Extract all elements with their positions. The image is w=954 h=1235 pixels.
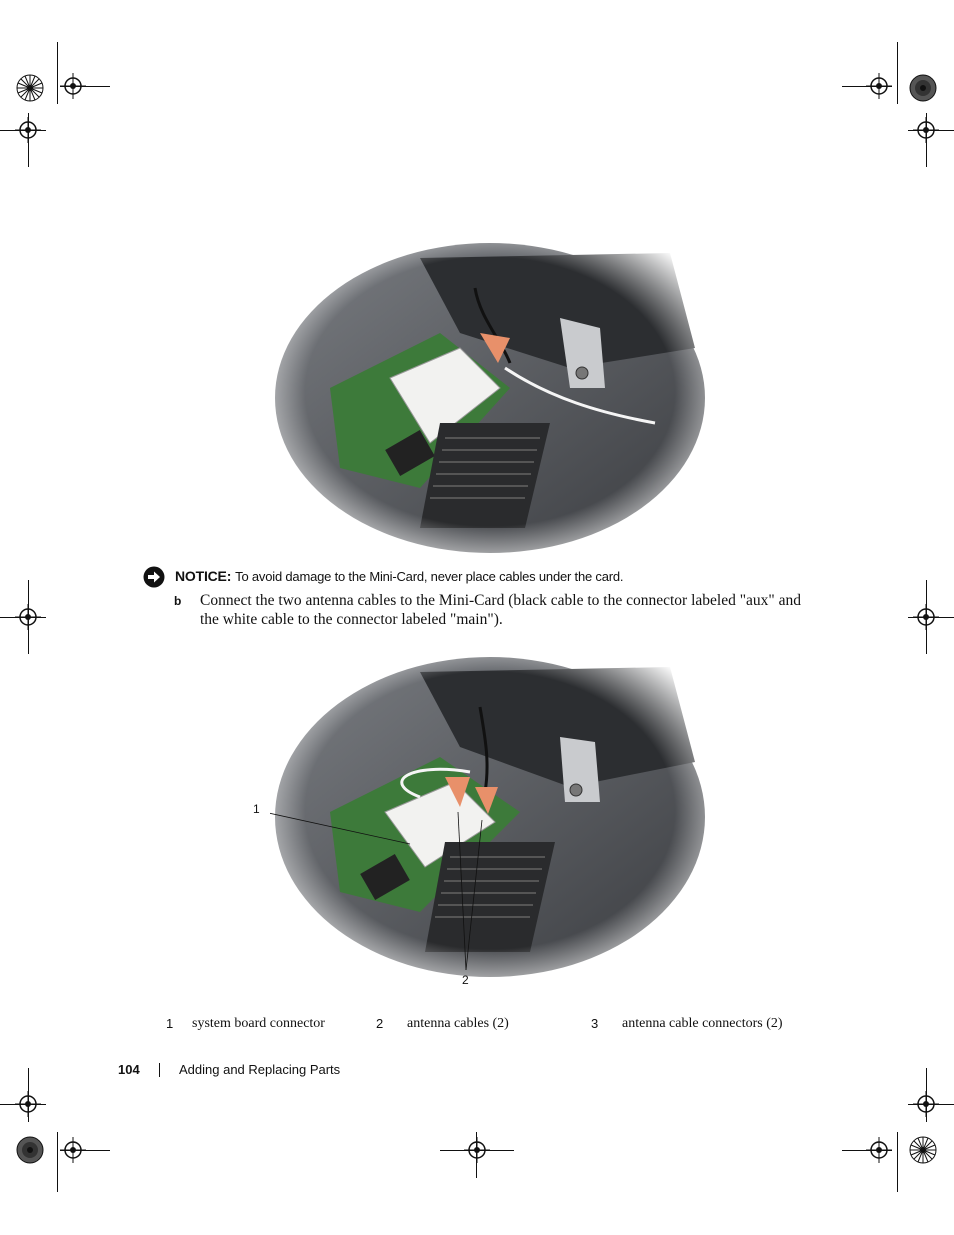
registration-mark-icon bbox=[60, 1137, 86, 1163]
legend-text: system board connector bbox=[192, 1016, 325, 1031]
color-star-mark-icon bbox=[16, 1136, 44, 1164]
crop-line bbox=[897, 1132, 898, 1192]
registration-mark-icon bbox=[913, 604, 939, 630]
mini-card-insertion-figure bbox=[270, 238, 710, 558]
crop-line bbox=[57, 42, 58, 104]
notice-icon bbox=[143, 566, 165, 588]
legend-text: antenna cable connectors (2) bbox=[622, 1016, 783, 1031]
notice-label: NOTICE: bbox=[175, 568, 232, 584]
legend-number: 1 bbox=[166, 1016, 174, 1031]
registration-mark-icon bbox=[15, 604, 41, 630]
step-letter: b bbox=[174, 594, 182, 608]
registration-mark-icon bbox=[913, 1091, 939, 1117]
legend-number: 3 bbox=[591, 1016, 599, 1031]
registration-mark-icon bbox=[913, 117, 939, 143]
color-star-mark-icon bbox=[909, 1136, 937, 1164]
footer-divider bbox=[159, 1063, 160, 1077]
crop-line bbox=[897, 42, 898, 104]
page-number: 104 bbox=[118, 1062, 140, 1077]
color-star-mark-icon bbox=[909, 74, 937, 102]
callout-2: 2 bbox=[462, 973, 469, 987]
legend-text: antenna cables (2) bbox=[407, 1016, 509, 1031]
crop-line bbox=[57, 1132, 58, 1192]
legend-number: 2 bbox=[376, 1016, 384, 1031]
registration-mark-icon bbox=[464, 1137, 490, 1163]
registration-mark-icon bbox=[866, 1137, 892, 1163]
registration-mark-icon bbox=[60, 73, 86, 99]
step-text: Connect the two antenna cables to the Mini-Card (black cable to the connector labeled "aux" and the white cable to the connector labeled "main"). bbox=[200, 592, 802, 628]
registration-mark-icon bbox=[15, 1091, 41, 1117]
notice-text: To avoid damage to the Mini-Card, never place cables under the card. bbox=[235, 569, 624, 584]
color-star-mark-icon bbox=[16, 74, 44, 102]
registration-mark-icon bbox=[866, 73, 892, 99]
footer-section-title: Adding and Replacing Parts bbox=[179, 1062, 341, 1077]
registration-mark-icon bbox=[15, 117, 41, 143]
callout-1: 1 bbox=[253, 802, 260, 816]
antenna-connection-figure bbox=[270, 652, 710, 982]
notice bbox=[175, 568, 623, 584]
